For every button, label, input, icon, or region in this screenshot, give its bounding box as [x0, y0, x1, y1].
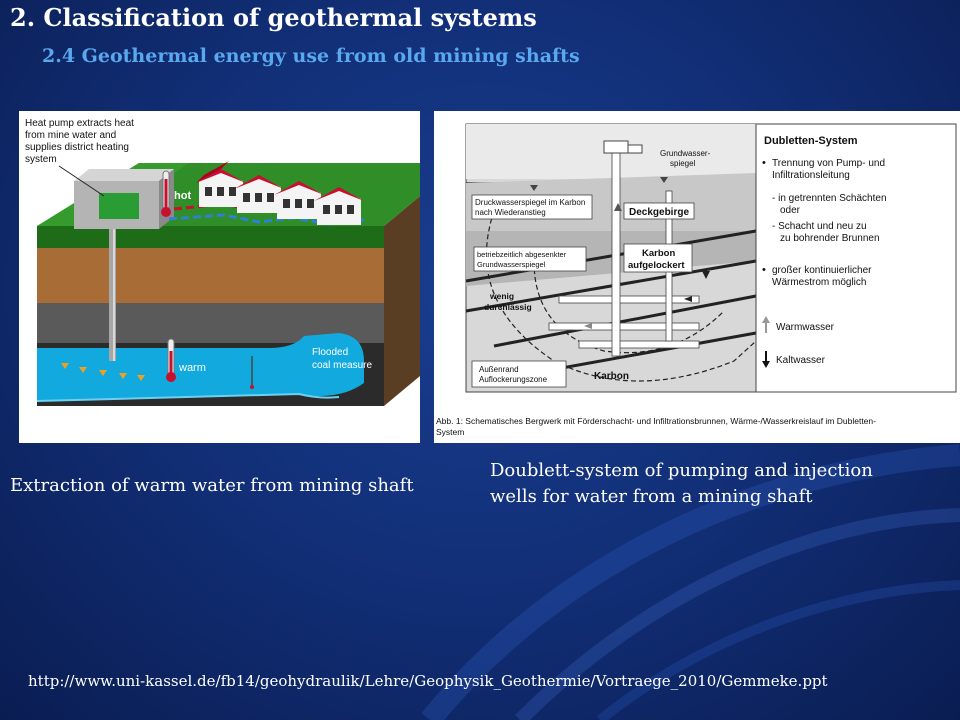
sediment-layer	[37, 248, 384, 303]
right-caption-line1: Doublett-system of pumping and injection	[490, 460, 873, 481]
karbon-aufgelockert-2: aufgelockert	[628, 260, 685, 271]
heat-pump-text-2: from mine water and	[25, 130, 117, 141]
right-caption	[490, 458, 873, 510]
legend-title: Dubletten-System	[764, 135, 858, 147]
doublet-system-figure	[434, 111, 960, 443]
figure-caption-1: Abb. 1: Schematisches Bergwerk mit Förderschacht- und Infiltrationsbrunnen, Wärme-/Wasserkreislauf im Dubletten-	[436, 416, 876, 426]
flooded-label-1: Flooded	[312, 347, 349, 358]
svg-text:•: •	[762, 264, 766, 276]
heat-pump-text-1: Heat pump extracts heat	[25, 118, 134, 129]
hot-thermometer-icon	[161, 171, 171, 217]
legend-bullet2-1: großer kontinuierlicher	[772, 265, 872, 276]
legend-sub1: - in getrennten Schächten	[772, 193, 887, 204]
left-caption: Extraction of warm water from mining shaft	[10, 475, 414, 496]
heat-pump-unit	[99, 193, 139, 219]
aussenrand-label-2: Auflockerungszone	[479, 375, 548, 384]
legend-cold: Kaltwasser	[776, 355, 825, 366]
deckgebirge-label: Deckgebirge	[629, 207, 690, 218]
warm-label: warm	[179, 362, 206, 374]
heat-pump-text-4: system	[25, 154, 57, 165]
druck-label-2: nach Wiederanstieg	[475, 208, 546, 217]
heat-pump-text-3: supplies district heating	[25, 142, 129, 153]
druck-label-1: Druckwasserspiegel im Karbon	[475, 198, 586, 207]
svg-text:•: •	[762, 157, 766, 169]
legend-bullet1-1: Trennung von Pump- und	[772, 158, 886, 169]
legend-bullet2-2: Wärmestrom möglich	[772, 277, 867, 288]
slide-subtitle: 2.4 Geothermal energy use from old mining shafts	[42, 45, 580, 67]
legend-bullet1-2: Infiltrationsleitung	[772, 170, 850, 181]
production-shaft	[612, 146, 620, 356]
wenig-label-2: durchlässig	[484, 302, 532, 312]
legend-warm: Warmwasser	[776, 322, 834, 333]
source-url: http://www.uni-kassel.de/fb14/geohydraulik/Lehre/Geophysik_Geothermie/Vortraege_2010/Gemmeke.ppt	[28, 672, 828, 690]
flooded-label-2: coal measure	[312, 360, 373, 371]
warm-thermometer-icon	[166, 339, 176, 382]
grundwasser-label-2: spiegel	[670, 159, 696, 168]
betrieb-label-2: Grundwasserspiegel	[477, 260, 546, 269]
mine-water-heat-pump-figure	[19, 111, 420, 443]
karbon-aufgelockert-1: Karbon	[642, 248, 676, 259]
block-right-face	[384, 196, 420, 406]
topsoil-layer	[37, 226, 384, 248]
legend-sub2: - Schacht und neu zu	[772, 221, 867, 232]
figure-caption-2: System	[436, 427, 465, 437]
grundwasser-label-1: Grundwasser-	[660, 149, 711, 158]
hot-label: hot	[174, 190, 192, 202]
right-caption-line2: wells for water from a mining shaft	[490, 486, 813, 507]
slide-title: 2. Classification of geothermal systems	[10, 3, 537, 32]
wenig-label-1: wenig	[490, 291, 515, 301]
aussenrand-label-1: Außenrand	[479, 365, 519, 374]
legend-sub1b: oder	[780, 205, 801, 216]
betrieb-label-1: betriebzeitlich abgesenkter	[477, 250, 567, 259]
legend-sub2b: zu bohrender Brunnen	[780, 233, 880, 244]
karbon-label: Karbon	[594, 371, 629, 382]
